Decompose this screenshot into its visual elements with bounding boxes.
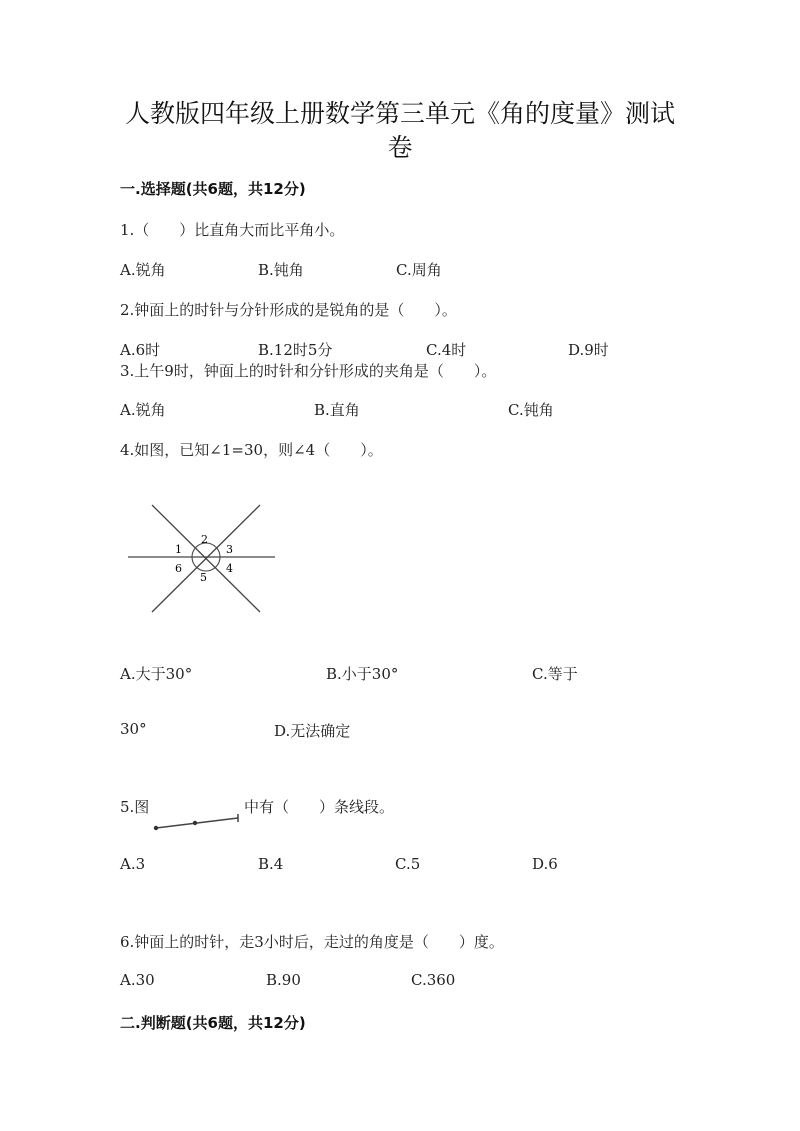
page-title: 人教版四年级上册数学第三单元《角的度量》测试 [124,99,675,128]
question-2-option-d[interactable]: D.9时 [568,341,609,359]
page-title-continued: 卷 [387,133,413,162]
question-6-option-b[interactable]: B.90 [266,971,301,989]
angle-label-6: 6 [175,562,182,575]
question-6-option-a[interactable]: A.30 [120,971,155,989]
question-3-option-c[interactable]: C.钝角 [508,401,554,419]
question-6-text: 6.钟面上的时针，走3小时后，走过的角度是（ ）度。 [120,933,504,951]
question-5-option-d[interactable]: D.6 [532,855,558,873]
angle-figure [120,500,290,620]
section-heading-judgement: 二.判断题(共6题，共12分) [120,1014,306,1032]
question-1-option-c[interactable]: C.周角 [396,261,442,279]
question-5-text-before: 5.图 [120,798,150,816]
question-4-option-a[interactable]: A.大于30° [120,665,193,683]
question-4-option-d[interactable]: D.无法确定 [274,722,351,740]
question-5-option-c[interactable]: C.5 [395,855,421,873]
question-1-option-a[interactable]: A.锐角 [120,261,166,279]
question-4-option-b[interactable]: B.小于30° [326,665,399,683]
question-6-option-c[interactable]: C.360 [411,971,456,989]
section-heading-choice: 一.选择题(共6题，共12分) [120,180,306,198]
question-5-option-b[interactable]: B.4 [258,855,284,873]
angle-label-3: 3 [226,543,233,556]
question-5-option-a[interactable]: A.3 [120,855,146,873]
question-4-text: 4.如图，已知∠1=30，则∠4（ ）。 [120,441,383,459]
angle-label-5: 5 [200,571,207,584]
question-1-text: 1.（ ）比直角大而比平角小。 [120,221,345,239]
angle-label-1: 1 [175,543,182,556]
line-segment-figure [150,810,246,834]
question-3-option-a[interactable]: A.锐角 [120,401,166,419]
question-4-option-c-continued: 30° [120,720,147,738]
question-3-option-b[interactable]: B.直角 [314,401,360,419]
segment-point-start [154,826,158,830]
question-5-text-after: 中有（ ）条线段。 [244,798,395,816]
question-2-option-c[interactable]: C.4时 [426,341,467,359]
question-2-text: 2.钟面上的时针与分针形成的是锐角的是（ ）。 [120,301,457,319]
question-2-option-b[interactable]: B.12时5分 [258,341,333,359]
question-3-text: 3.上午9时，钟面上的时针和分针形成的夹角是（ ）。 [120,362,497,380]
question-1-option-b[interactable]: B.钝角 [258,261,304,279]
angle-label-4: 4 [226,562,233,575]
question-4-option-c[interactable]: C.等于 [532,665,578,683]
question-2-option-a[interactable]: A.6时 [120,341,161,359]
segment-point-middle [193,821,197,825]
angle-label-2: 2 [201,533,208,546]
